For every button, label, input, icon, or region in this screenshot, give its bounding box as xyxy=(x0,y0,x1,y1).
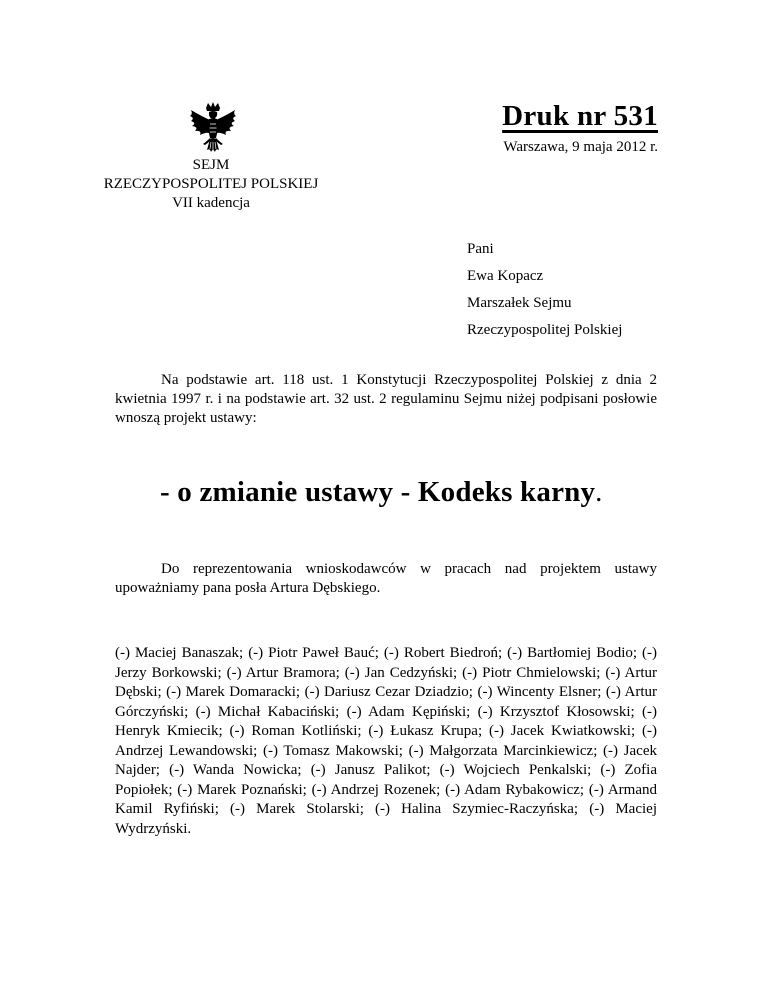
addressee-title: Marszałek Sejmu xyxy=(467,295,572,311)
representation-paragraph: Do reprezentowania wnioskodawców w pracach nad projektem ustawy upoważniamy pana posła Artura Dębskiego. xyxy=(115,561,657,596)
intro-paragraph: Na podstawie art. 118 ust. 1 Konstytucji Rzeczypospolitej Polskiej z dnia 2 kwietnia 1997 r. i na podstawie art. 32 ust. 2 regulaminu Sejmu niżej podpisani posłowie wnoszą projekt ustawy: xyxy=(115,372,657,426)
issuer-block xyxy=(88,156,334,213)
addressee-name: Ewa Kopacz xyxy=(467,268,544,284)
addressee-institution: Rzeczypospolitej Polskiej xyxy=(467,322,623,338)
date-place: Warszawa, 9 maja 2012 r. xyxy=(503,139,658,155)
signatories-list: (-) Maciej Banaszak; (-) Piotr Paweł Bauć; (-) Robert Biedroń; (-) Bartłomiej Bodio; (-) Jerzy Borkowski; (-) Artur Bramora; (-) Jan Cedzyński; (-) Piotr Chmielowski; (-) Artur Dębski; (-) Marek Domaracki; (-) Dariusz Cezar Dziadzio; (-) Wincenty Elsner; (-) Artur Górczyński; (-) Michał Kabaciński; (-) Adam Kępiński; (-) Krzysztof Kłosowski; (-) Henryk Kmiecik; (-) Roman Kotliński; (-) Łukasz Krupa; (-) Jacek Kwiatkowski; (-) Andrzej Lewandowski; (-) Tomasz Makowski; (-) Małgorzata Marcinkiewicz; (-) Jacek Najder; (-) Wanda Nowicka; (-) Janusz Palikot; (-) Wojciech Penkalski; (-) Zofia Popiołek; (-) Marek Poznański; (-) Andrzej Rozenek; (-) Adam Rybakowicz; (-) Armand Kamil Ryfiński; (-) Marek Stolarski; (-) Halina Szymiec-Raczyńska; (-) Maciej Wydrzyński. xyxy=(115,645,657,837)
polish-eagle-emblem-icon xyxy=(187,102,239,160)
addressee-block xyxy=(467,236,622,344)
print-number: Druk nr 531 xyxy=(502,100,658,132)
bill-title xyxy=(160,476,603,509)
bill-title-terminator: . xyxy=(595,476,603,508)
issuer-line-1: SEJM xyxy=(192,157,230,173)
bill-title-text: - o zmianie ustawy - Kodeks karny xyxy=(160,476,596,508)
issuer-line-2: RZECZYPOSPOLITEJ POLSKIEJ xyxy=(103,176,319,192)
issuer-line-3: VII kadencja xyxy=(172,195,250,211)
addressee-salutation: Pani xyxy=(467,241,494,257)
